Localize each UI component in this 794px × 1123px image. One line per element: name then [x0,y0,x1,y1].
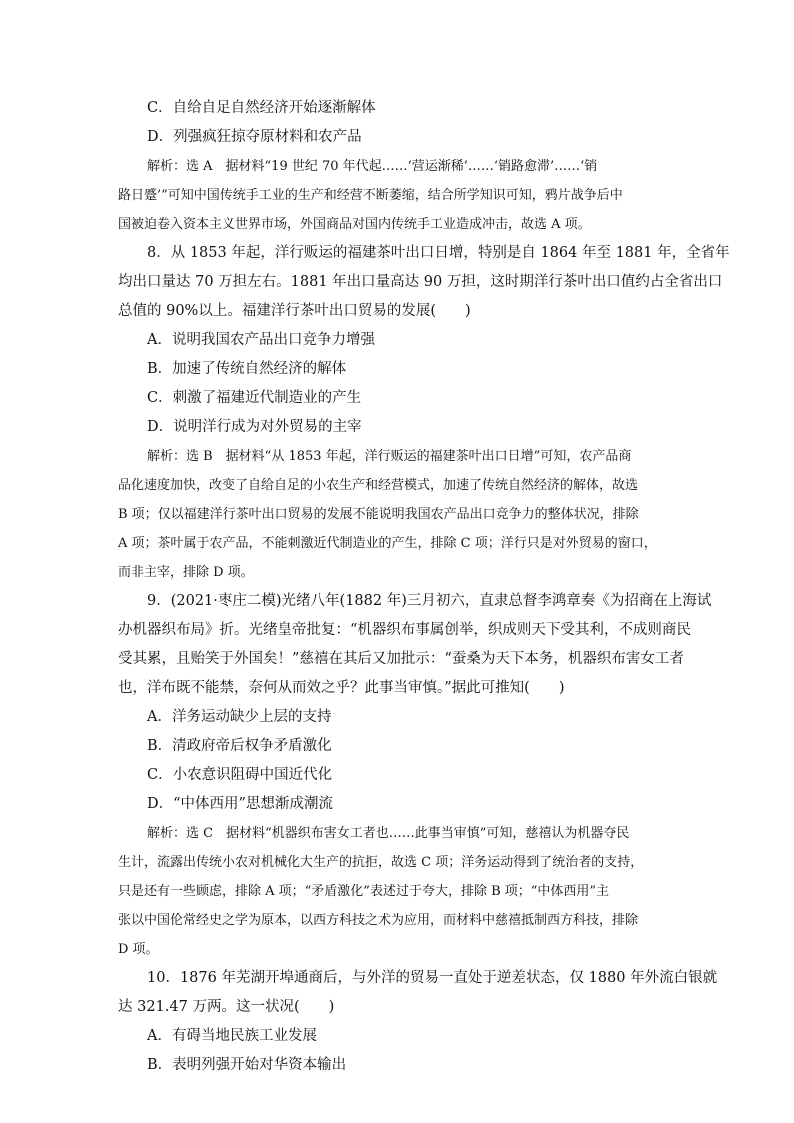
text-line: 也，洋布既不能禁，奈何从而效之乎？此事当审慎。”据此可推知( ) [118,680,565,696]
text-line: 均出口量达 70 万担左右。1881 年出口量高达 90 万担，这时期洋行茶叶出口值约占全省出口 [118,274,723,290]
answer-option: D．“中体西用”思想渐成潮流 [147,796,333,812]
answer-option: D．列强疯狂掠夺原材料和农产品 [147,129,362,145]
answer-option: C．自给自足自然经济开始逐渐解体 [147,100,376,116]
answer-option: C．小农意识阻碍中国近代化 [147,767,333,783]
question-stem: 10．1876 年芜湖开埠通商后，与外洋的贸易一直处于逆差状态，仅 1880 年外流白银就 [147,970,718,986]
analysis-line: 国被迫卷入资本主义世界市场，外国商品对国内传统手工业造成冲击，故选 A 项。 [118,217,591,232]
analysis-line: 解析：选 A 据材料“19 世纪 70 年代起……‘营运渐稀’……‘销路愈滞’……‘销 [147,159,598,174]
analysis-line: 解析：选 C 据材料“机器织布害女工者也……此事当审慎”可知，慈禧认为机器夺民 [147,826,630,841]
question-stem: 9．(2021·枣庄二模)光绪八年(1882 年)三月初六，直隶总督李鸿章奏《为招商在上海试 [147,593,712,609]
analysis-line: 生计，流露出传统小农对机械化大生产的抗拒，故选 C 项；洋务运动得到了统治者的支持， [118,855,644,870]
analysis-line: D 项。 [118,942,159,957]
text-line: 达 321.47 万两。这一状况( ) [118,999,335,1015]
answer-option: B．清政府帝后权争矛盾激化 [147,738,332,754]
answer-option: A．说明我国农产品出口竞争力增强 [147,332,375,348]
analysis-line: 路日蹙’”可知中国传统手工业的生产和经营不断萎缩，结合所学知识可知，鸦片战争后中 [118,188,623,203]
text-line: 总值的 90%以上。福建洋行茶叶出口贸易的发展( ) [118,303,471,319]
answer-option: A．洋务运动缺少上层的支持 [147,709,332,725]
answer-option: A．有碍当地民族工业发展 [147,1028,317,1044]
analysis-line: A 项；茶叶属于农产品，不能刺激近代制造业的产生，排除 C 项；洋行只是对外贸易的窗口， [118,536,657,551]
analysis-line: 而非主宰，排除 D 项。 [118,565,254,580]
analysis-line: 品化速度加快，改变了自给自足的小农生产和经营模式，加速了传统自然经济的解体，故选 [118,478,639,493]
question-stem: 8．从 1853 年起，洋行贩运的福建茶叶出口日增，特别是自 1864 年至 1881 年，全省年 [147,245,730,261]
answer-option: B．加速了传统自然经济的解体 [147,361,347,377]
analysis-line: 解析：选 B 据材料“从 1853 年起，洋行贩运的福建茶叶出口日增”可知，农产品商 [147,449,632,464]
answer-option: B．表明列强开始对华资本输出 [147,1057,347,1073]
text-line: 受其累，且贻笑于外国矣！”慈禧在其后又加批示：“蚕桑为天下本务，机器织布害女工者 [118,651,684,667]
document-page [118,94,730,1080]
text-line: 办机器织布局》折。光绪皇帝批复：“机器织布事属创举，织成则天下受其利，不成则商民 [118,622,691,638]
analysis-line: 张以中国伦常经史之学为原本，以西方科技之术为应用，而材料中慈禧抵制西方科技，排除 [118,913,639,928]
analysis-line: 只是还有一些顾虑，排除 A 项；“矛盾激化”表述过于夸大，排除 B 项；“中体西用”主 [118,884,610,899]
analysis-line: B 项；仅以福建洋行茶叶出口贸易的发展不能说明我国农产品出口竞争力的整体状况，排除 [118,507,639,522]
answer-option: C．刺激了福建近代制造业的产生 [147,390,362,406]
answer-option: D．说明洋行成为对外贸易的主宰 [147,419,362,435]
